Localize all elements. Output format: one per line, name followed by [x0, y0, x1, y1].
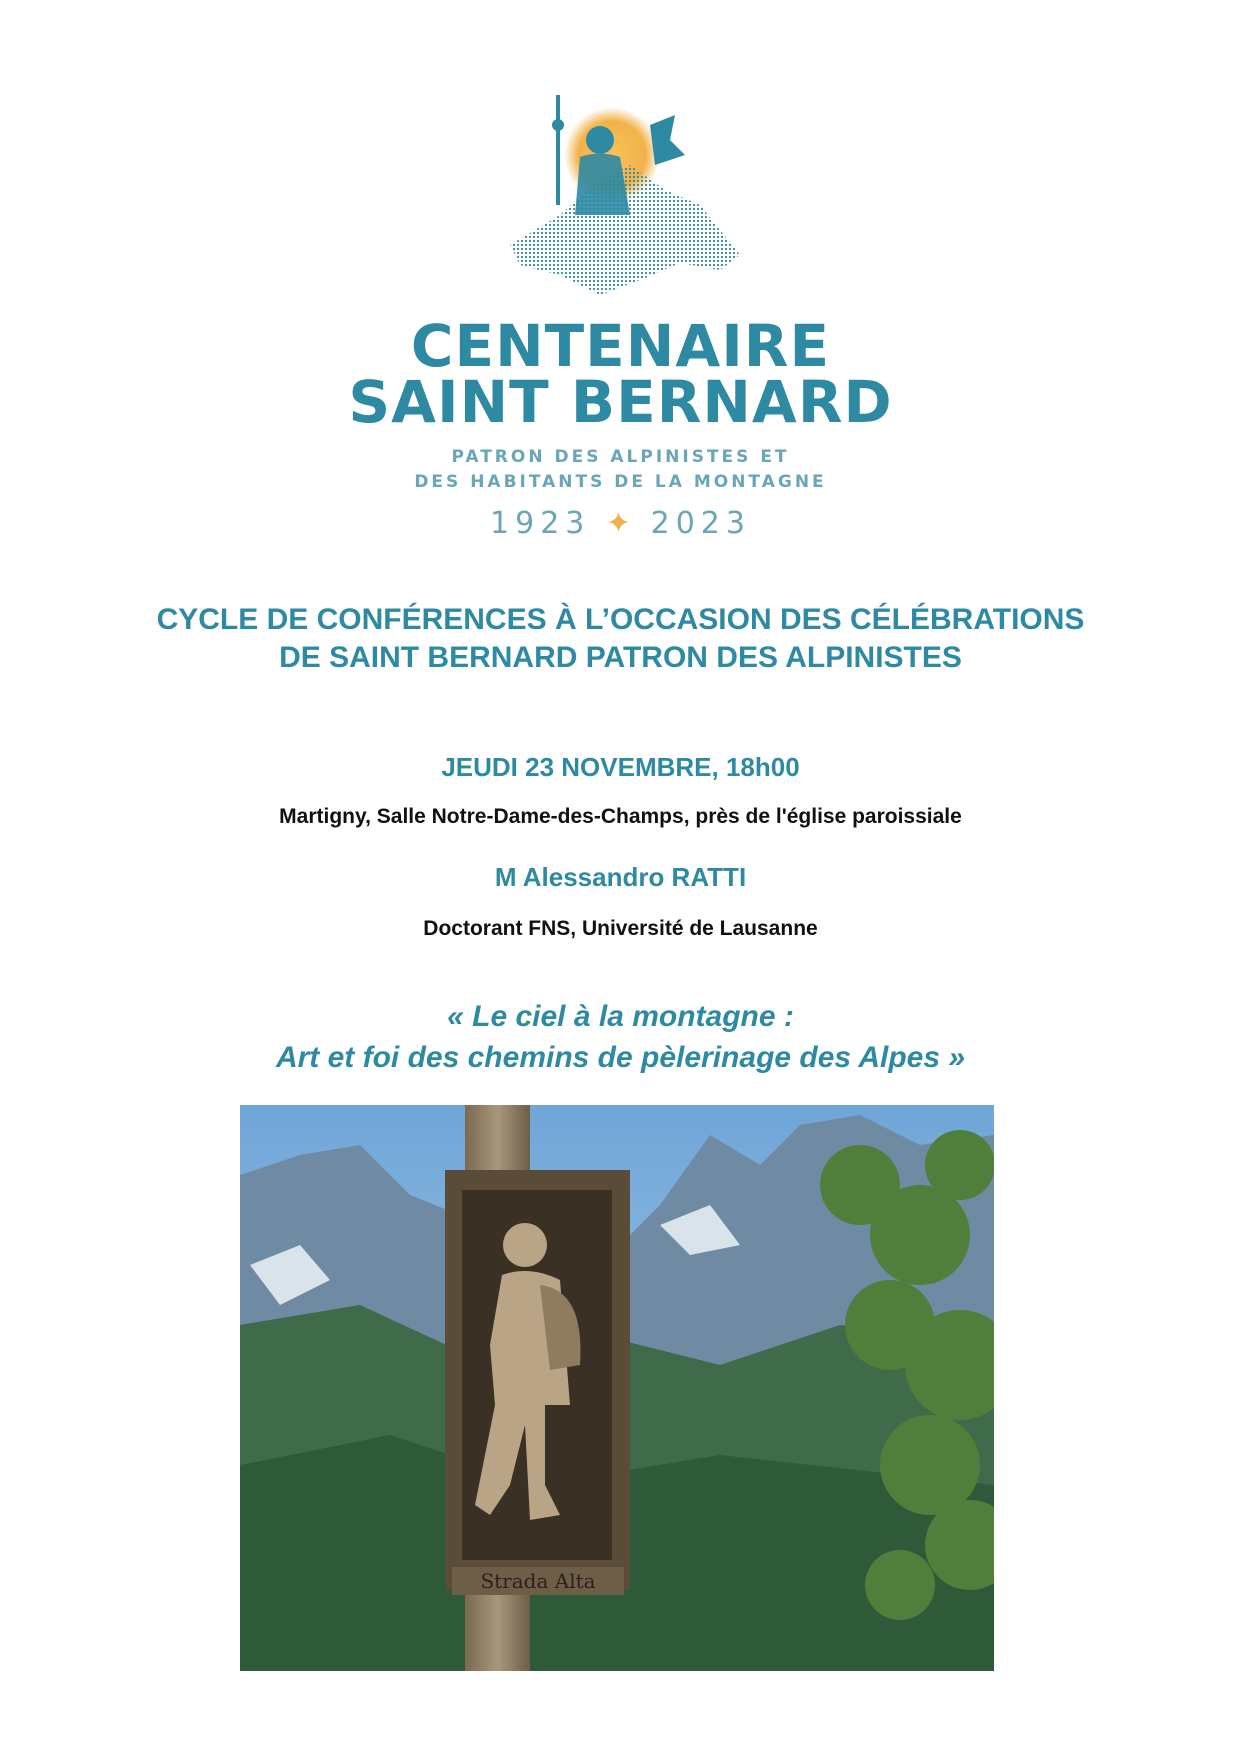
speaker-affiliation: Doctorant FNS, Université de Lausanne — [423, 917, 818, 940]
mountain-icon — [510, 165, 740, 295]
logo-years — [0, 506, 1241, 541]
star-icon: ✦ — [605, 506, 636, 541]
event-venue: Martigny, Salle Notre-Dame-des-Champs, près de l'église paroissiale — [279, 805, 962, 828]
saint-bernard-logo — [500, 95, 750, 305]
wooden-carving-photo — [240, 1105, 994, 1671]
conference-title-line2: DE SAINT BERNARD PATRON DES ALPINISTES — [279, 641, 962, 674]
year-end: 2023 — [650, 506, 751, 541]
speaker-name: M Alessandro RATTI — [494, 862, 747, 892]
saint-figure-icon — [586, 126, 614, 154]
talk-title-line2: Art et foi des chemins de pèlerinage des Alpes » — [275, 1041, 966, 1074]
logo-title-line2: SAINT BERNARD — [348, 368, 893, 436]
logo-title-line1: CENTENAIRE — [410, 312, 831, 380]
event-date: JEUDI 23 NOVEMBRE, 18h00 — [441, 752, 800, 782]
year-start: 1923 — [490, 506, 591, 541]
flag-icon — [650, 115, 685, 165]
talk-title-line1: « Le ciel à la montagne : — [447, 1000, 794, 1033]
sign-text: Strada Alta — [480, 1569, 596, 1593]
logo-subtitle-line2: DES HABITANTS DE LA MONTAGNE — [414, 472, 827, 492]
logo-subtitle-line1: PATRON DES ALPINISTES ET — [451, 447, 790, 467]
conference-title-line1: CYCLE DE CONFÉRENCES À L’OCCASION DES CÉLÉBRATIONS — [156, 603, 1085, 636]
